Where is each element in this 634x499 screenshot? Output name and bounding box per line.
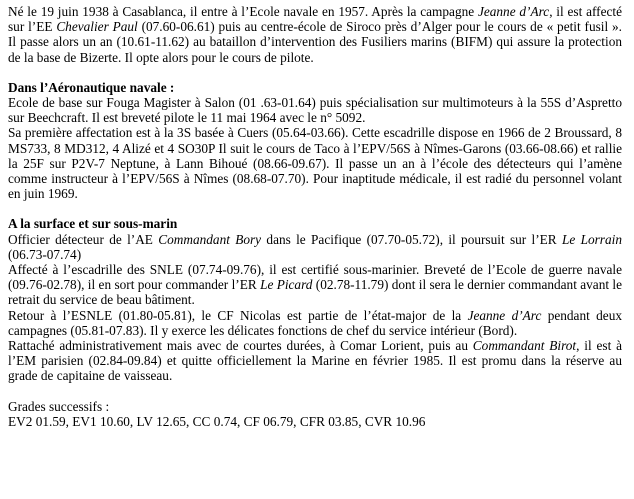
surface-paragraph-2: Affecté à l’escadrille des SNLE (07.74-09.76), il est certifié sous-marinier. Breveté de l’Ecole de guerre navale (09.76-02.78), il en sort pour commander l’ER Le Picard (02.78-11.79) dont il sera le dernier commandant avant le retrait du service de beau bâtiment. [8,262,622,308]
aero-paragraph-1: Ecole de base sur Fouga Magister à Salon (01 .63-01.64) puis spécialisation sur multimoteurs à la 55S d’Aspretto sur Beechcraft. Il est breveté pilote le 11 mai 1964 avec le n° 5092. [8,95,622,126]
grades-list: EV2 01.59, EV1 10.60, LV 12.65, CC 0.74, CF 06.79, CFR 03.85, CVR 10.96 [8,413,426,429]
ship-name: Commandant Birot [472,338,577,354]
ship-name: Chevalier Paul [56,19,138,35]
surface-paragraph-1: Officier détecteur de l’AE Commandant Bory dans le Pacifique (07.70-05.72), il poursuit sur l’ER Le Lorrain (06.73-07.74) [8,231,622,262]
ship-name: Le Lorrain [561,231,622,247]
ship-name: Jeanne d’Arc [467,307,542,323]
aero-paragraph-2: Sa première affectation est à la 3S basée à Cuers (05.64-03.66). Cette escadrille dispose en 1966 de 2 Broussard, 8 MS733, 8 MD312, 4 Alizé et 4 SO30P Il suit le cours de Taco à l’EPV/56S à Nîmes-Garons (03.66-08.66) et rallie la 25F sur P2V-7 Neptune, à Lann Bihoué (08.66-09.67). Il passe un an à l’école des détecteurs qui l’amène comme instructeur à l’EPV/56S à Nîmes (08.68-07.70). Pour inaptitude médicale, il est radié du personnel volant en juin 1969. [8,125,622,202]
section-heading-surface: A la surface et sur sous-marin [8,216,178,232]
section-heading-aeronautique: Dans l’Aéronautique navale : [8,79,175,95]
intro-paragraph: Né le 19 juin 1938 à Casablanca, il entre à l’Ecole navale en 1957. Après la campagne Jeanne d’Arc, il est affecté sur l’EE Chevalier Paul (07.60-06.61) puis au centre-école de Siroco près d’Alger pour le cours de « petit fusil ». Il passe alors un an (10.61-11.62) au bataillon d’intervention des Fusiliers marins (BIFM) qui assure la protection de la base de Bizerte. Il opte alors pour le cours de pilote. [8,4,622,65]
ship-name: Jeanne d’Arc [477,4,550,19]
ship-name: Le Picard [260,277,313,293]
grades-label: Grades successifs : [8,398,110,414]
ship-name: Commandant Bory [158,231,262,247]
surface-paragraph-3: Retour à l’ESNLE (01.80-05.81), le CF Nicolas est partie de l’état-major de la Jeanne d’Arc pendant deux campagnes (05.81-07.83). Il y exerce les délicates fonctions de chef du service intérieur (Bord). [8,307,622,338]
surface-paragraph-4: Rattaché administrativement mais avec de courtes durées, à Comar Lorient, puis au Commandant Birot, il est à l’EM parisien (02.84-09.84) et quitte officiellement la Marine en février 1985. Il est promu dans la réserve au grade de capitaine de vaisseau. [8,338,622,384]
